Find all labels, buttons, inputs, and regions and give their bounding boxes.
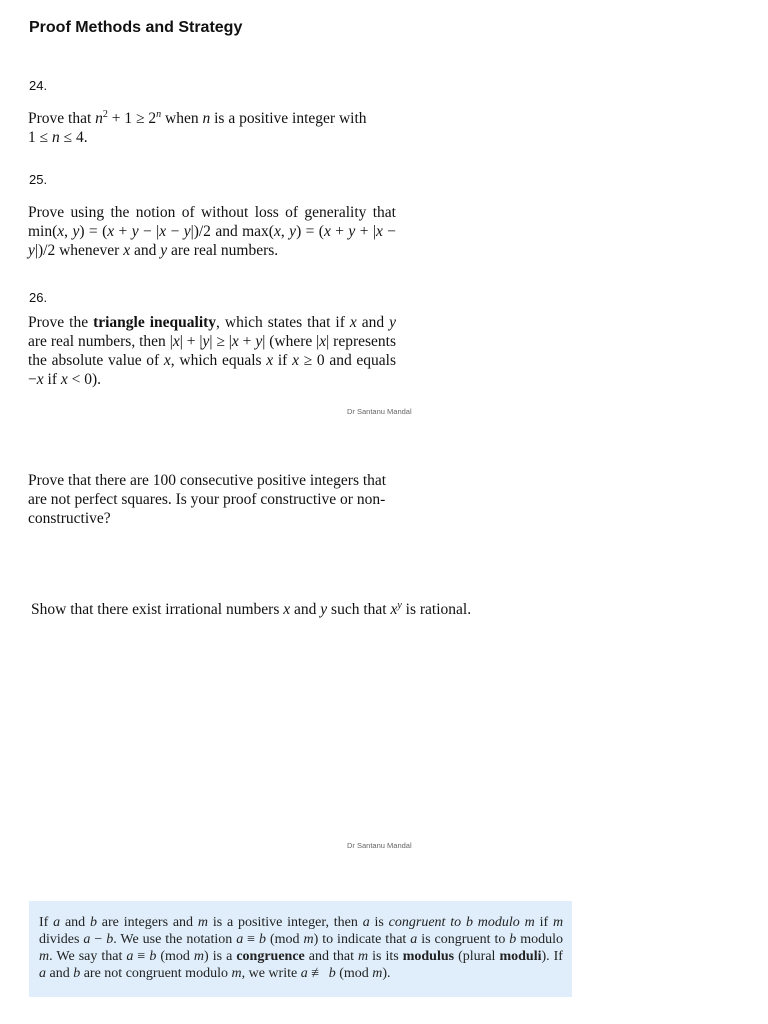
author-watermark: Dr Santanu Mandal xyxy=(347,407,412,416)
problem-26-number: 26. xyxy=(29,290,48,305)
problem-26-text: Prove the triangle inequality, which states that if x and y are real numbers, then |x| + |y| ≥ |x + y| (where |x| represents the absolute value of x, which equals x if x ≥ 0 and equals −x if x < 0). xyxy=(28,314,397,388)
congruence-definition-text: If a and b are integers and m is a positive integer, then a is congruent to b modulo m if m divides a − b. We use the notation a ≡ b (mod m) to indicate that a is congruent to b modulo m. We say that a ≡ b (mod m) is a congruence and that m is its modulus (plural moduli). If a and b are not congruent modulo m, we write a ≢ b (mod m). xyxy=(39,915,564,981)
problem-25-number: 25. xyxy=(29,172,48,187)
page-title: Proof Methods and Strategy xyxy=(29,19,243,36)
problem-consecutive-integers-text: Prove that there are 100 consecutive positive integers that are not perfect squares. Is your proof constructive or non-constructive? xyxy=(28,472,387,527)
author-watermark: Dr Santanu Mandal xyxy=(347,841,412,850)
problem-24-number: 24. xyxy=(29,78,48,93)
problem-24-text: Prove that $n^2 + 1 \ge 2^n$ when n is a positive integer with 1 ≤ n ≤ 4. xyxy=(28,109,367,147)
congruence-definition-box xyxy=(29,901,572,997)
problem-irrational-text: Show that there exist irrational numbers x and y such that $x^y$ is rational. xyxy=(31,600,472,619)
problem-25-text: Prove using the notion of without loss of generality that min(x, y) = (x + y − |x − y|)/2 and max(x, y) = (x + y + |x − y|)/2 whenever x and y are real numbers. xyxy=(28,204,397,259)
